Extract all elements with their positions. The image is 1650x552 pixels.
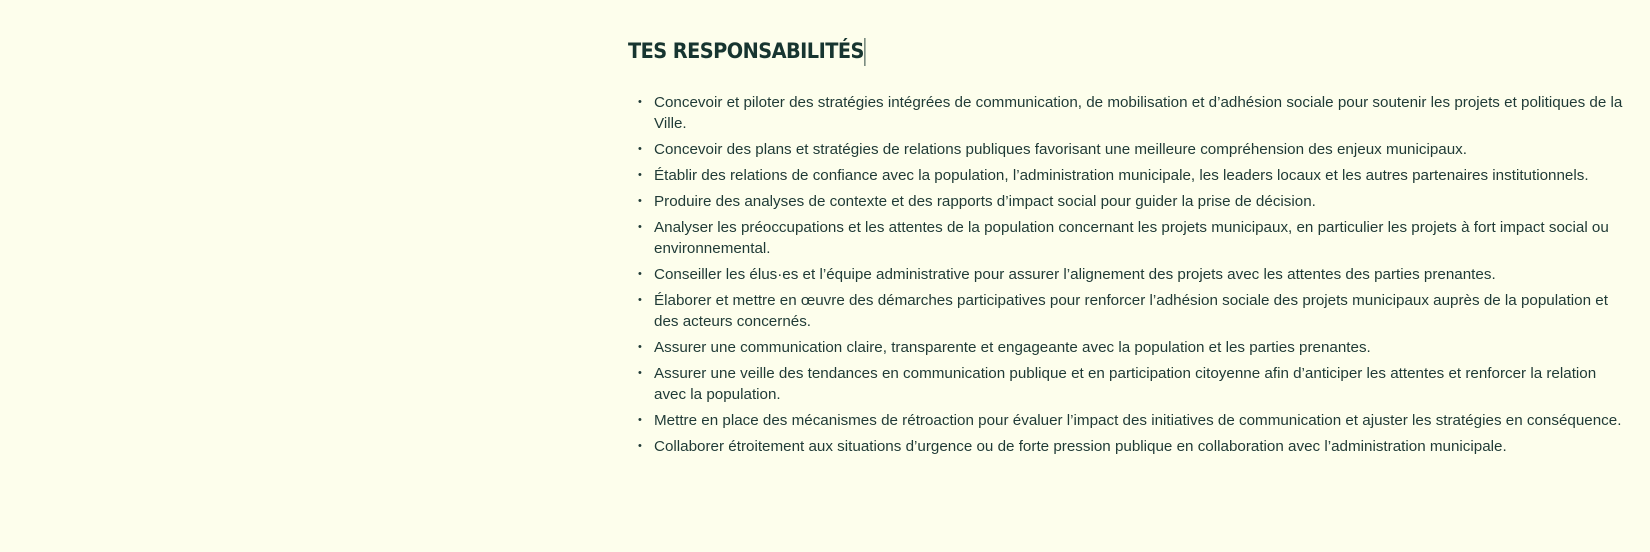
- list-item: [628, 337, 1628, 358]
- bullet-icon: •: [638, 268, 642, 280]
- list-item: [628, 410, 1628, 431]
- list-item: [628, 363, 1628, 405]
- list-item: [628, 264, 1628, 285]
- bullet-icon: •: [638, 221, 642, 233]
- bullet-icon: •: [638, 341, 642, 353]
- bullet-icon: •: [638, 96, 642, 108]
- list-item: [628, 290, 1628, 332]
- list-item-text: Produire des analyses de contexte et des rapports d’impact social pour guider la prise de décision.: [654, 193, 1316, 210]
- list-item-text: Conseiller les élus·es et l’équipe administrative pour assurer l’alignement des projets avec les attentes des parties prenantes.: [654, 266, 1496, 283]
- list-item: [628, 191, 1628, 212]
- list-item-text: Concevoir et piloter des stratégies intégrées de communication, de mobilisation et d’adhésion sociale pour soutenir les projets et politiques de la Ville.: [654, 94, 1623, 132]
- list-item-text: Assurer une communication claire, transparente et engageante avec la population et les parties prenantes.: [654, 339, 1371, 356]
- list-item: [628, 217, 1628, 259]
- list-item-text: Analyser les préoccupations et les attentes de la population concernant les projets municipaux, en particulier les projets à fort impact social ou environnemental.: [654, 219, 1609, 257]
- bullet-icon: •: [638, 414, 642, 426]
- list-item-text: Élaborer et mettre en œuvre des démarches participatives pour renforcer l’adhésion sociale des projets municipaux auprès de la population et des acteurs concernés.: [654, 292, 1608, 330]
- list-item-text: Établir des relations de confiance avec la population, l’administration municipale, les leaders locaux et les autres partenaires institutionnels.: [654, 167, 1589, 184]
- responsibilities-list: [628, 92, 1628, 462]
- list-item: [628, 92, 1628, 134]
- section-title: [628, 34, 866, 68]
- list-item-text: Assurer une veille des tendances en communication publique et en participation citoyenne afin d’anticiper les attentes et renforcer la relation avec la population.: [654, 365, 1597, 403]
- list-item: [628, 436, 1628, 457]
- list-item: [628, 165, 1628, 186]
- text-cursor: [865, 38, 866, 66]
- list-item-text: Collaborer étroitement aux situations d’urgence ou de forte pression publique en collaboration avec l’administration municipale.: [654, 438, 1507, 455]
- bullet-icon: •: [638, 367, 642, 379]
- bullet-icon: •: [638, 195, 642, 207]
- list-item-text: Mettre en place des mécanismes de rétroaction pour évaluer l’impact des initiatives de communication et ajuster les stratégies en conséquence.: [654, 412, 1622, 429]
- list-item: [628, 139, 1628, 160]
- bullet-icon: •: [638, 169, 642, 181]
- section-title-text: TES RESPONSABILITÉS: [628, 39, 864, 63]
- bullet-icon: •: [638, 294, 642, 306]
- list-item-text: Concevoir des plans et stratégies de relations publiques favorisant une meilleure compréhension des enjeux municipaux.: [654, 141, 1467, 158]
- bullet-icon: •: [638, 440, 642, 452]
- responsibilities-section: [628, 34, 1628, 455]
- bullet-icon: •: [638, 143, 642, 155]
